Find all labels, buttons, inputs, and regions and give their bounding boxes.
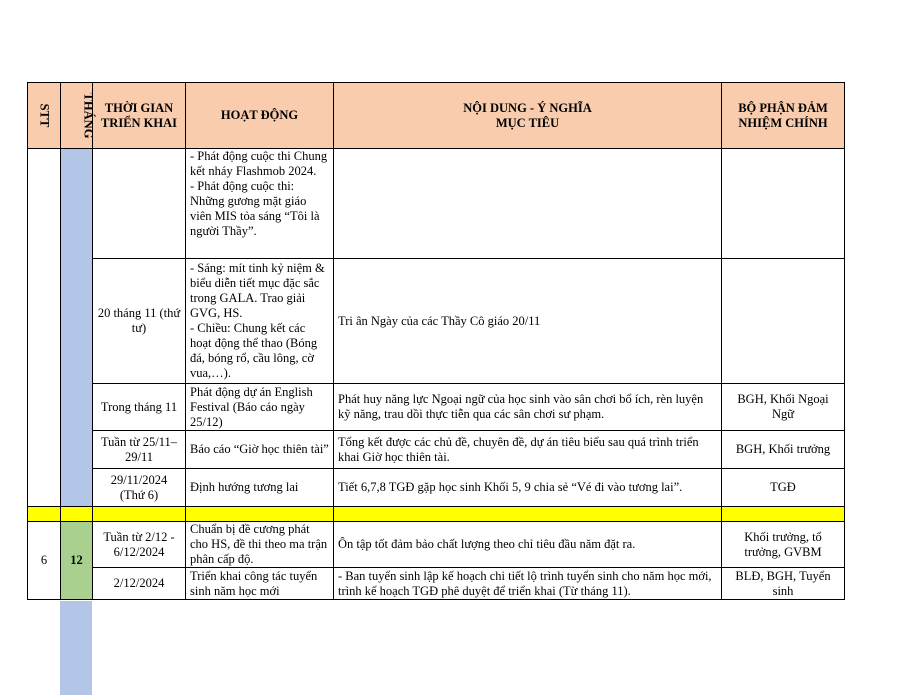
separator-cell [722, 507, 845, 522]
time-cell: Tuần từ 25/11– 29/11 [93, 431, 186, 469]
activity-cell: Định hướng tương lai [186, 469, 334, 507]
responsible-cell [722, 259, 845, 384]
table-row [28, 259, 845, 384]
time-cell: 29/11/2024 (Thứ 6) [93, 469, 186, 507]
time-cell: 2/12/2024 [93, 568, 186, 600]
activity-cell: Chuẩn bị đề cương phát cho HS, đề thi theo ma trận phân cấp độ. [186, 522, 334, 568]
activity-plan-table [27, 82, 845, 600]
content-cell: Phát huy năng lực Ngoại ngữ của học sinh vào sân chơi bổ ích, rèn luyện kỹ năng, trau dồi thực tiễn qua các sân chơi sư phạm. [334, 384, 722, 431]
stt-cell-empty [28, 149, 61, 507]
responsible-cell: BGH, Khối trưởng [722, 431, 845, 469]
table-row [28, 431, 845, 469]
time-cell [93, 149, 186, 259]
content-cell: Ôn tập tốt đảm bảo chất lượng theo chỉ tiêu đầu năm đặt ra. [334, 522, 722, 568]
month-cell-december: 12 [61, 522, 93, 600]
header-noi-dung: NỘI DUNG - Ý NGHĨA MỤC TIÊU [334, 83, 722, 149]
table-row [28, 522, 845, 568]
activity-cell: Phát động dự án English Festival (Báo cáo ngày 25/12) [186, 384, 334, 431]
stt-cell: 6 [28, 522, 61, 600]
separator-cell [28, 507, 61, 522]
responsible-cell: BLĐ, BGH, Tuyển sinh [722, 568, 845, 600]
content-cell: - Ban tuyển sinh lập kế hoạch chi tiết lộ trình tuyển sinh cho năm học mới, trình kế hoạch TGĐ phê duyệt để triển khai (Từ tháng 11). [334, 568, 722, 600]
time-cell: Trong tháng 11 [93, 384, 186, 431]
content-cell: Tiết 6,7,8 TGĐ gặp học sinh Khối 5, 9 chia sẻ “Vé đi vào tương lai”. [334, 469, 722, 507]
separator-cell [61, 507, 93, 522]
responsible-cell: Khối trưởng, tổ trưởng, GVBM [722, 522, 845, 568]
separator-cell [334, 507, 722, 522]
table-row [28, 568, 845, 600]
separator-row [28, 507, 845, 522]
separator-cell [93, 507, 186, 522]
header-thoi-gian: THỜI GIAN TRIỂN KHAI [93, 83, 186, 149]
time-cell: Tuần từ 2/12 - 6/12/2024 [93, 522, 186, 568]
activity-cell: - Phát động cuộc thi Chung kết nháy Flashmob 2024. - Phát động cuộc thi: Những gương mặt giáo viên MIS tỏa sáng “Tôi là người Thầy”. [186, 149, 334, 259]
content-cell: Tổng kết được các chủ đề, chuyên đề, dự án tiêu biểu sau quá trình triển khai Giờ học thiên tài. [334, 431, 722, 469]
table-row [28, 149, 845, 259]
responsible-cell: TGĐ [722, 469, 845, 507]
month-cell-november [61, 149, 93, 507]
content-cell: Tri ân Ngày của các Thầy Cô giáo 20/11 [334, 259, 722, 384]
header-stt: STT [28, 83, 61, 149]
activity-cell: Báo cáo “Giờ học thiên tài” [186, 431, 334, 469]
time-cell: 20 tháng 11 (thứ tư) [93, 259, 186, 384]
table-header-row [28, 83, 845, 149]
content-cell [334, 149, 722, 259]
responsible-cell: BGH, Khối Ngoại Ngữ [722, 384, 845, 431]
header-hoat-dong: HOẠT ĐỘNG [186, 83, 334, 149]
table-row [28, 384, 845, 431]
activity-cell: - Sáng: mít tinh kỷ niệm & biểu diễn tiết mục đặc sắc trong GALA. Trao giải GVG, HS. - Chiều: Chung kết các hoạt động thể thao (Bóng đá, bóng rổ, cầu lông, cờ vua,…). [186, 259, 334, 384]
header-bo-phan: BỘ PHẬN ĐẢM NHIỆM CHÍNH [722, 83, 845, 149]
table-row [28, 469, 845, 507]
activity-cell: Triển khai công tác tuyển sinh năm học mới [186, 568, 334, 600]
separator-cell [186, 507, 334, 522]
responsible-cell [722, 149, 845, 259]
header-thang: THÁNG [61, 83, 93, 149]
month-column-continuation [60, 601, 92, 695]
